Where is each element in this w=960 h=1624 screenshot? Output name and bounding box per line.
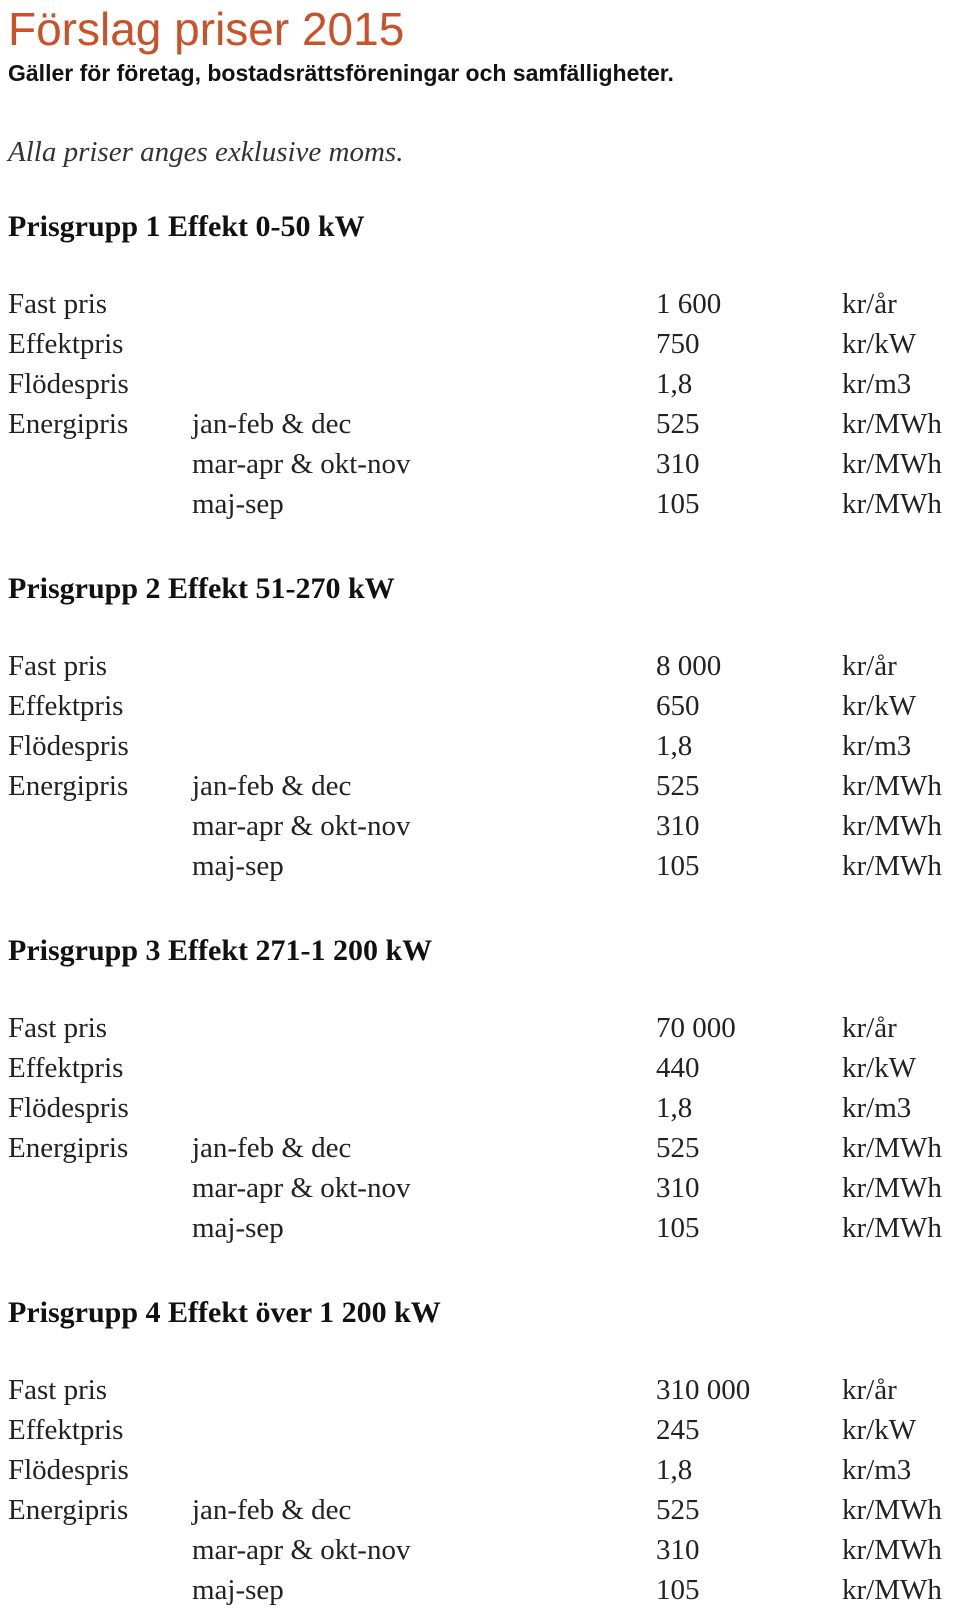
row-unit: kr/m3 bbox=[842, 1092, 912, 1124]
row-unit: kr/MWh bbox=[842, 408, 942, 440]
row-label: Energipris bbox=[8, 408, 129, 440]
row-unit: kr/år bbox=[842, 288, 897, 320]
row-period: maj-sep bbox=[192, 850, 284, 882]
row-value: 440 bbox=[656, 1052, 700, 1084]
row-value: 310 bbox=[656, 1534, 700, 1566]
row-period: mar-apr & okt-nov bbox=[192, 1534, 411, 1566]
page-subtitle: Gäller för företag, bostadsrättsföreningar och samfälligheter. bbox=[8, 60, 674, 86]
row-unit: kr/kW bbox=[842, 1414, 917, 1446]
row-label: Flödespris bbox=[8, 1092, 129, 1124]
row-unit: kr/MWh bbox=[842, 448, 942, 480]
row-unit: kr/MWh bbox=[842, 1534, 942, 1566]
row-value: 1,8 bbox=[656, 1454, 693, 1486]
row-value: 525 bbox=[656, 1494, 700, 1526]
page-title: Förslag priser 2015 bbox=[8, 3, 405, 55]
row-value: 105 bbox=[656, 488, 700, 520]
table-row bbox=[0, 408, 960, 448]
row-value: 310 000 bbox=[656, 1374, 751, 1406]
table-row bbox=[0, 1494, 960, 1534]
row-value: 245 bbox=[656, 1414, 700, 1446]
table-row bbox=[0, 1454, 960, 1494]
row-value: 1,8 bbox=[656, 730, 693, 762]
row-unit: kr/MWh bbox=[842, 770, 942, 802]
table-row bbox=[0, 1172, 960, 1212]
row-unit: kr/MWh bbox=[842, 488, 942, 520]
table-row bbox=[0, 328, 960, 368]
row-period: maj-sep bbox=[192, 1212, 284, 1244]
vat-note: Alla priser anges exklusive moms. bbox=[8, 136, 404, 168]
row-label: Energipris bbox=[8, 770, 129, 802]
row-unit: kr/år bbox=[842, 1374, 897, 1406]
table-row bbox=[0, 1012, 960, 1052]
group-heading: Prisgrupp 2 Effekt 51-270 kW bbox=[8, 572, 395, 605]
row-label: Flödespris bbox=[8, 368, 129, 400]
table-row bbox=[0, 1414, 960, 1454]
row-value: 1,8 bbox=[656, 368, 693, 400]
row-value: 70 000 bbox=[656, 1012, 736, 1044]
row-value: 8 000 bbox=[656, 650, 722, 682]
table-row bbox=[0, 1574, 960, 1614]
table-row bbox=[0, 1052, 960, 1092]
group-heading: Prisgrupp 4 Effekt över 1 200 kW bbox=[8, 1296, 441, 1329]
row-value: 310 bbox=[656, 448, 700, 480]
row-period: mar-apr & okt-nov bbox=[192, 448, 411, 480]
row-label: Fast pris bbox=[8, 1012, 108, 1044]
group-heading: Prisgrupp 3 Effekt 271-1 200 kW bbox=[8, 934, 433, 967]
row-period: jan-feb & dec bbox=[192, 408, 352, 440]
row-value: 525 bbox=[656, 770, 700, 802]
row-label: Flödespris bbox=[8, 1454, 129, 1486]
table-row bbox=[0, 1092, 960, 1132]
row-period: mar-apr & okt-nov bbox=[192, 1172, 411, 1204]
row-label: Energipris bbox=[8, 1132, 129, 1164]
row-unit: kr/MWh bbox=[842, 810, 942, 842]
row-unit: kr/år bbox=[842, 1012, 897, 1044]
table-row bbox=[0, 1132, 960, 1172]
row-unit: kr/MWh bbox=[842, 1132, 942, 1164]
row-period: maj-sep bbox=[192, 488, 284, 520]
row-unit: kr/MWh bbox=[842, 1212, 942, 1244]
row-period: jan-feb & dec bbox=[192, 1132, 352, 1164]
table-row bbox=[0, 448, 960, 488]
row-value: 650 bbox=[656, 690, 700, 722]
table-row bbox=[0, 1534, 960, 1574]
row-unit: kr/MWh bbox=[842, 1494, 942, 1526]
table-row bbox=[0, 690, 960, 730]
row-label: Effektpris bbox=[8, 1052, 124, 1084]
row-unit: kr/MWh bbox=[842, 850, 942, 882]
row-label: Fast pris bbox=[8, 288, 108, 320]
row-unit: kr/m3 bbox=[842, 1454, 912, 1486]
table-row bbox=[0, 650, 960, 690]
row-value: 1,8 bbox=[656, 1092, 693, 1124]
table-row bbox=[0, 770, 960, 810]
row-unit: kr/m3 bbox=[842, 730, 912, 762]
row-value: 1 600 bbox=[656, 288, 722, 320]
row-period: jan-feb & dec bbox=[192, 770, 352, 802]
group-heading: Prisgrupp 1 Effekt 0-50 kW bbox=[8, 210, 365, 243]
table-row bbox=[0, 730, 960, 770]
row-unit: kr/MWh bbox=[842, 1172, 942, 1204]
row-period: jan-feb & dec bbox=[192, 1494, 352, 1526]
row-value: 310 bbox=[656, 1172, 700, 1204]
row-label: Flödespris bbox=[8, 730, 129, 762]
row-unit: kr/m3 bbox=[842, 368, 912, 400]
row-value: 525 bbox=[656, 1132, 700, 1164]
row-value: 105 bbox=[656, 1212, 700, 1244]
row-label: Energipris bbox=[8, 1494, 129, 1526]
row-label: Fast pris bbox=[8, 650, 108, 682]
table-row bbox=[0, 850, 960, 890]
row-period: mar-apr & okt-nov bbox=[192, 810, 411, 842]
row-label: Effektpris bbox=[8, 690, 124, 722]
row-unit: kr/kW bbox=[842, 1052, 917, 1084]
row-unit: kr/år bbox=[842, 650, 897, 682]
row-value: 750 bbox=[656, 328, 700, 360]
row-unit: kr/kW bbox=[842, 328, 917, 360]
row-label: Effektpris bbox=[8, 1414, 124, 1446]
table-row bbox=[0, 810, 960, 850]
row-unit: kr/kW bbox=[842, 690, 917, 722]
row-label: Fast pris bbox=[8, 1374, 108, 1406]
table-row bbox=[0, 288, 960, 328]
table-row bbox=[0, 1374, 960, 1414]
row-period: maj-sep bbox=[192, 1574, 284, 1606]
table-row bbox=[0, 488, 960, 528]
table-row bbox=[0, 368, 960, 408]
row-value: 525 bbox=[656, 408, 700, 440]
row-value: 105 bbox=[656, 850, 700, 882]
row-value: 310 bbox=[656, 810, 700, 842]
row-value: 105 bbox=[656, 1574, 700, 1606]
row-label: Effektpris bbox=[8, 328, 124, 360]
row-unit: kr/MWh bbox=[842, 1574, 942, 1606]
table-row bbox=[0, 1212, 960, 1252]
